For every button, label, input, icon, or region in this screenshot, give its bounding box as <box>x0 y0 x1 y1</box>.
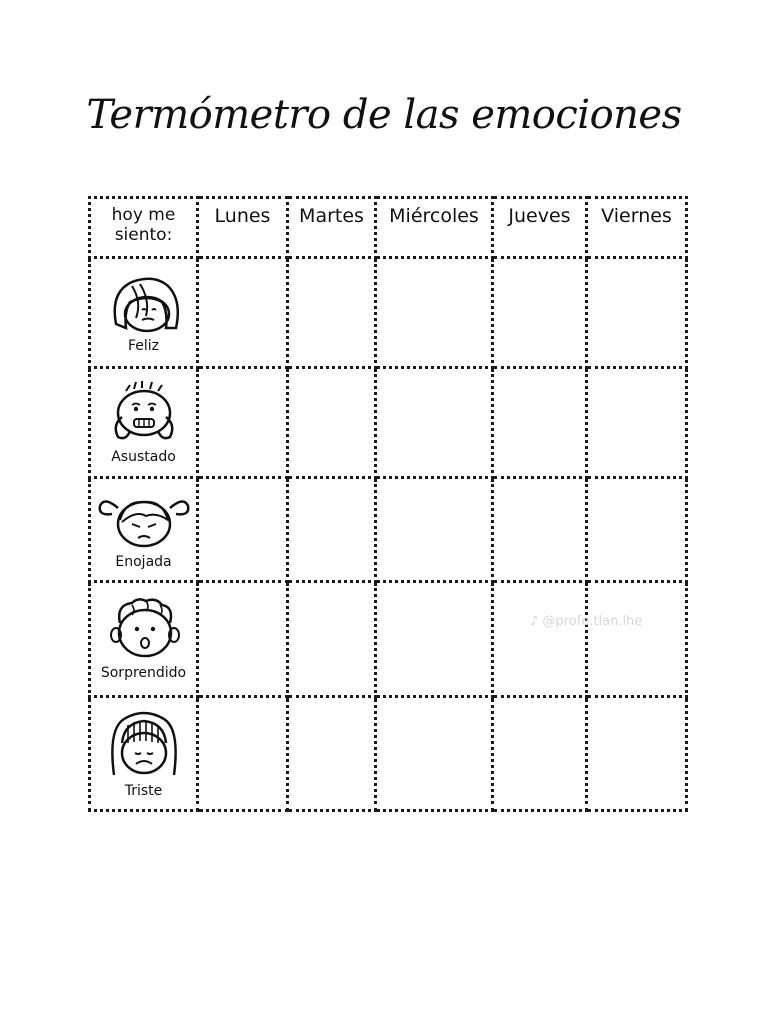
header-row <box>90 198 687 258</box>
mark-cell[interactable] <box>493 582 587 697</box>
day-header-martes: Martes <box>288 198 376 258</box>
mark-cell[interactable] <box>198 368 288 478</box>
day-header-jueves: Jueves <box>493 198 587 258</box>
mark-cell[interactable] <box>587 258 687 368</box>
mark-cell[interactable] <box>493 368 587 478</box>
mark-cell[interactable] <box>198 697 288 811</box>
watermark: ♪ @profe.tlan.lhe <box>530 614 643 629</box>
mark-cell[interactable] <box>493 478 587 582</box>
mark-cell[interactable] <box>493 258 587 368</box>
table-row <box>90 697 687 811</box>
scared-face-icon <box>102 381 186 447</box>
table-row <box>90 368 687 478</box>
mark-cell[interactable] <box>587 582 687 697</box>
emotion-label: Asustado <box>111 448 176 465</box>
emotion-cell-asustado <box>90 368 198 478</box>
emotions-table <box>88 196 688 812</box>
mark-cell[interactable] <box>376 368 493 478</box>
mark-cell[interactable] <box>376 478 493 582</box>
table-row <box>90 582 687 697</box>
day-header-miercoles: Miércoles <box>376 198 493 258</box>
corner-header: hoy me siento: <box>90 198 198 258</box>
emotion-cell-enojada <box>90 478 198 582</box>
mark-cell[interactable] <box>587 478 687 582</box>
page-title: Termómetro de las emociones <box>86 92 682 138</box>
emotion-label: Feliz <box>127 337 160 354</box>
mark-cell[interactable] <box>288 582 376 697</box>
mark-cell[interactable] <box>376 582 493 697</box>
emotion-cell-triste <box>90 697 198 811</box>
mark-cell[interactable] <box>376 258 493 368</box>
mark-cell[interactable] <box>288 258 376 368</box>
mark-cell[interactable] <box>493 697 587 811</box>
happy-face-icon <box>102 272 186 336</box>
mark-cell[interactable] <box>376 697 493 811</box>
emotion-cell-feliz <box>90 258 198 368</box>
day-header-viernes: Viernes <box>587 198 687 258</box>
surprised-face-icon <box>102 597 186 663</box>
table-row <box>90 478 687 582</box>
emotion-label: Triste <box>124 782 163 799</box>
angry-face-icon <box>96 490 192 552</box>
mark-cell[interactable] <box>587 368 687 478</box>
sad-face-icon <box>102 709 186 781</box>
mark-cell[interactable] <box>198 582 288 697</box>
mark-cell[interactable] <box>288 478 376 582</box>
emotion-label: Sorprendido <box>100 665 187 681</box>
emotion-label: Enojada <box>115 553 172 570</box>
mark-cell[interactable] <box>288 697 376 811</box>
day-header-lunes: Lunes <box>198 198 288 258</box>
emotion-cell-sorprendido <box>90 582 198 697</box>
mark-cell[interactable] <box>587 697 687 811</box>
mark-cell[interactable] <box>288 368 376 478</box>
mark-cell[interactable] <box>198 258 288 368</box>
table-row <box>90 258 687 368</box>
mark-cell[interactable] <box>198 478 288 582</box>
